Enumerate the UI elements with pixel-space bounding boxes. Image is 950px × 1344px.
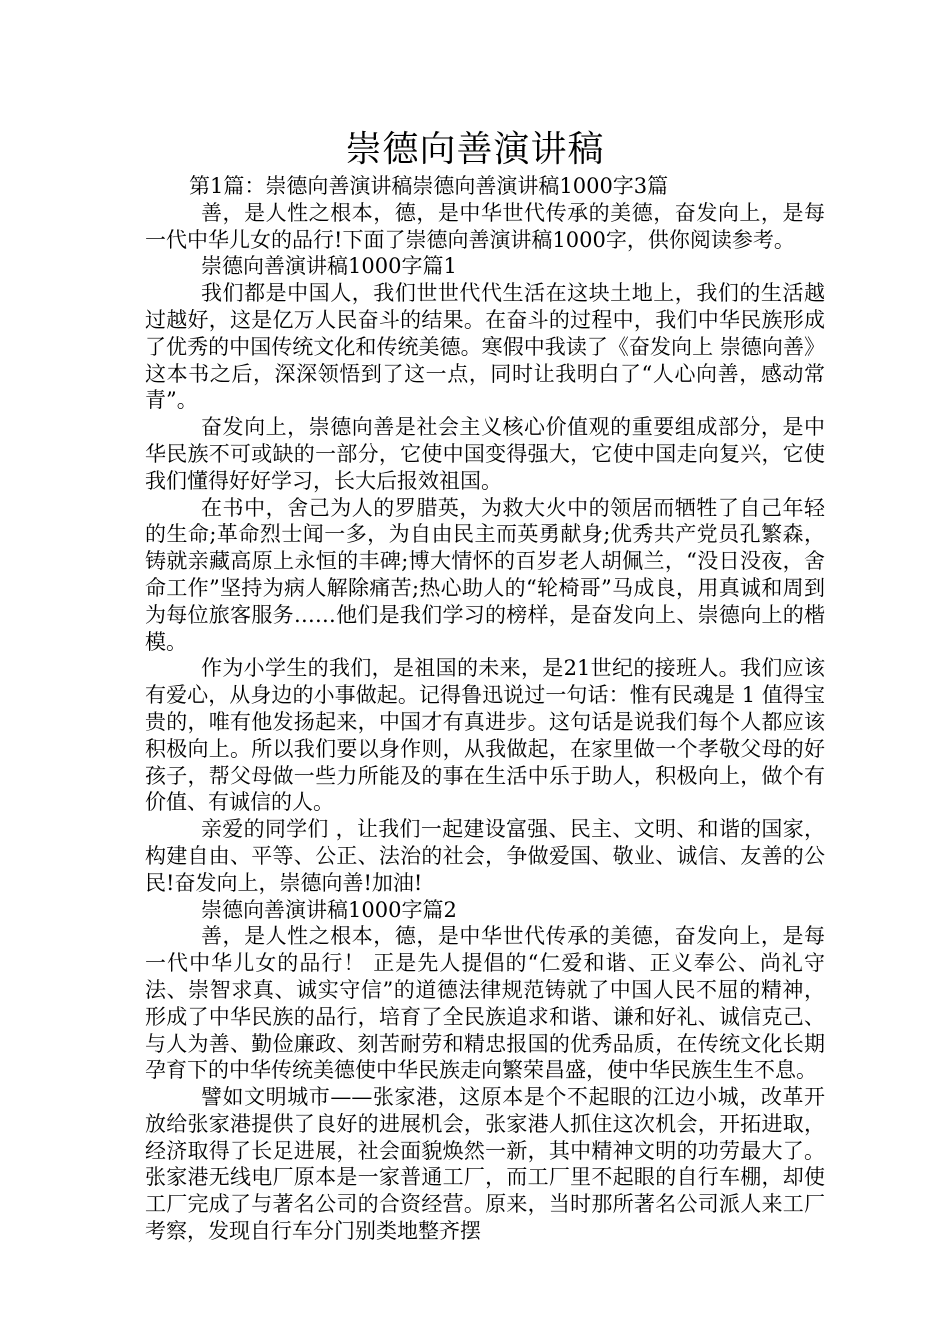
paragraph: 我们都是中国人，我们世世代代生活在这块土地上，我们的生活越过越好，这是亿万人民奋斗的结果。在奋斗的过程中，我们中华民族形成了优秀的中国传统文化和传统美德。寒假中我读了《奋发向上 崇德向善》这本书之后，深深领悟到了这一点，同时让我明白了“人心向善，感动常青”。 bbox=[145, 281, 825, 413]
document-title: 崇德向善演讲稿 bbox=[345, 129, 605, 170]
paragraph: 作为小学生的我们，是祖国的未来，是21世纪的接班人。我们应该有爱心，从身边的小事做起。记得鲁迅说过一句话：惟有民魂是 1 值得宝贵的，唯有他发扬起来，中国才有真进步。这句话是说我们每个人都应该积极向上。所以我们要以身作则，从我做起，在家里做一个孝敬父母的好孩子，帮父母做一些力所能及的事在生活中乐于助人，积极向上，做个有价值、有诚信的人。 bbox=[145, 656, 825, 815]
section-heading-1: 崇德向善演讲稿1000字篇1 bbox=[201, 254, 457, 279]
paragraph: 奋发向上，崇德向善是社会主义核心价值观的重要组成部分，是中华民族不可或缺的一部分，它使中国变得强大，它使中国走向复兴，它使我们懂得好好学习，长大后报效祖国。 bbox=[145, 415, 825, 493]
section-heading-2: 崇德向善演讲稿1000字篇2 bbox=[201, 897, 457, 922]
paragraph: 在书中，舍己为人的罗腊英，为救大火中的领居而牺牲了自己年轻的生命;革命烈士闻一多，为自由民主而英勇献身;优秀共产党员孔繁森，铸就亲藏高原上永恒的丰碑;博大情怀的百岁老人胡佩兰，“没日没夜，舍命工作”坚持为病人解除痛苦;热心助人的“轮椅哥”马成良，用真诚和周到为每位旅客服务……他们是我们学习的榜样，是奋发向上、崇德向上的楷模。 bbox=[145, 495, 825, 654]
paragraph: 亲爱的同学们 ，让我们一起建设富强、民主、文明、和谐的国家，构建自由、平等、公正、法治的社会，争做爱国、敬业、诚信、友善的公民!奋发向上，崇德向善!加油! bbox=[145, 817, 825, 895]
paragraph-intro: 善，是人性之根本，德，是中华世代传承的美德，奋发向上，是每一代中华儿女的品行!下面了崇德向善演讲稿1000字，供你阅读参考。 bbox=[145, 200, 825, 252]
paragraph: 善，是人性之根本，德，是中华世代传承的美德，奋发向上，是每一代中华儿女的品行！ 正是先人提倡的“仁爱和谐、正义奉公、尚礼守法、崇智求真、诚实守信”的道德法律规范铸就了中国人民不屈的精神，形成了中华民族的品行，培育了全民族追求和谐、谦和好礼、诚信克己、与人为善、勤俭廉政、刻苦耐劳和精忠报国的优秀品质，在传统文化长期孕育下的中华传统美德使中华民族走向繁荣昌盛，使中华民族生生不息。 bbox=[145, 924, 825, 1083]
paragraph: 譬如文明城市——张家港，这原本是个不起眼的江边小城，改革开放给张家港提供了良好的进展机会，张家港人抓住这次机会，开拓进取，经济取得了长足进展，社会面貌焕然一新，其中精神文明的功劳最大了。张家港无线电厂原本是一家普通工厂，而工厂里不起眼的自行车棚，却使工厂完成了与著名公司的合资经营。原来，当时那所著名公司派人来工厂考察，发现自行车分门别类地整齐摆 bbox=[145, 1085, 825, 1244]
document-body bbox=[145, 173, 825, 1245]
document-subtitle: 第1篇：崇德向善演讲稿崇德向善演讲稿1000字3篇 bbox=[189, 174, 669, 198]
